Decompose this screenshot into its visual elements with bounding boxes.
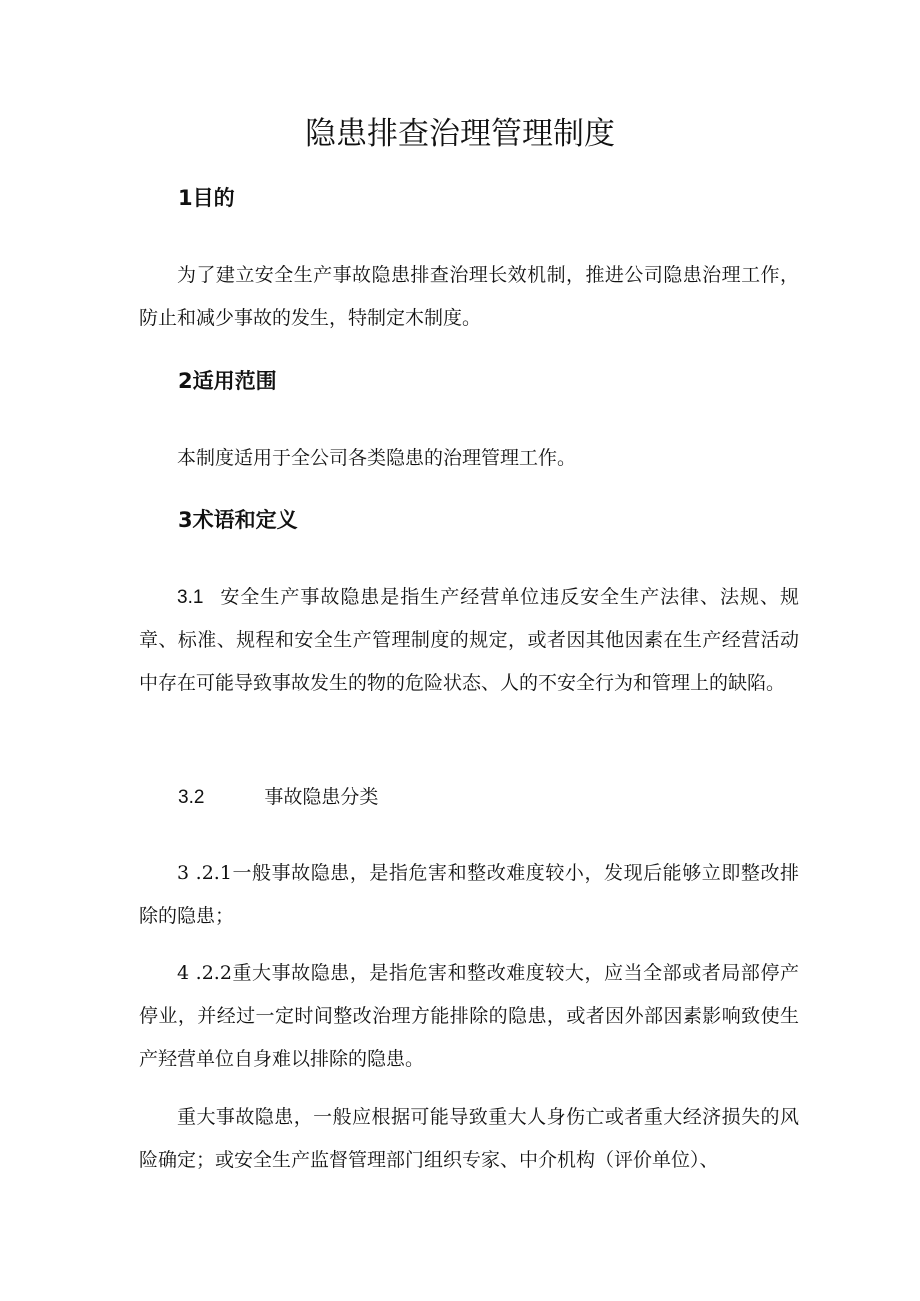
term-3-1-paragraph [139, 576, 799, 705]
term-3-2-text: 事故隐患分类 [264, 786, 379, 808]
section-heading-terms: 3术语和定义 [178, 508, 298, 532]
section-heading-purpose: 1目的 [178, 186, 235, 210]
term-3-1-text: 安全生产事故隐患是指生产经营单位违反安全生产法律、法规、规章、标准、规程和安全生产管理制度的规定，或者因其他因素在生产经营活动中存在可能导致事故发生的物的危险状态、人的不安全行为和管理上的缺陷。 [139, 586, 799, 694]
term-3-1-number: 3.1 [177, 587, 204, 608]
term-3-2-number: 3.2 [178, 787, 205, 808]
purpose-paragraph: 为了建立安全生产事故隐患排查治理长效机制，推进公司隐患治理工作，防止和减少事故的发生，特制定木制度。 [139, 264, 799, 329]
term-3-2-2-paragraph: 4 .2.2重大事故隐患，是指危害和整改难度较大，应当全部或者局部停产停业，并经过一定时间整改治理方能排除的隐患，或者因外部因素影响致使生产羟营单位自身难以排除的隐患。 [139, 962, 799, 1070]
term-3-2-1-paragraph: 3 .2.1一般事故隐患，是指危害和整改难度较小，发现后能够立即整改排除的隐患； [139, 862, 799, 927]
document-title: 隐患排查治理管理制度 [305, 116, 615, 152]
scope-paragraph: 本制度适用于全公司各类隐患的治理管理工作。 [177, 447, 577, 469]
term-3-2-line [178, 782, 378, 813]
major-hazard-paragraph: 重大事故隐患，一般应根据可能导致重大人身伤亡或者重大经济损失的风险确定；或安全生产监督管理部门组织专家、中介机构（评价单位）、 [139, 1106, 799, 1171]
section-heading-scope: 2适用范围 [178, 369, 277, 393]
